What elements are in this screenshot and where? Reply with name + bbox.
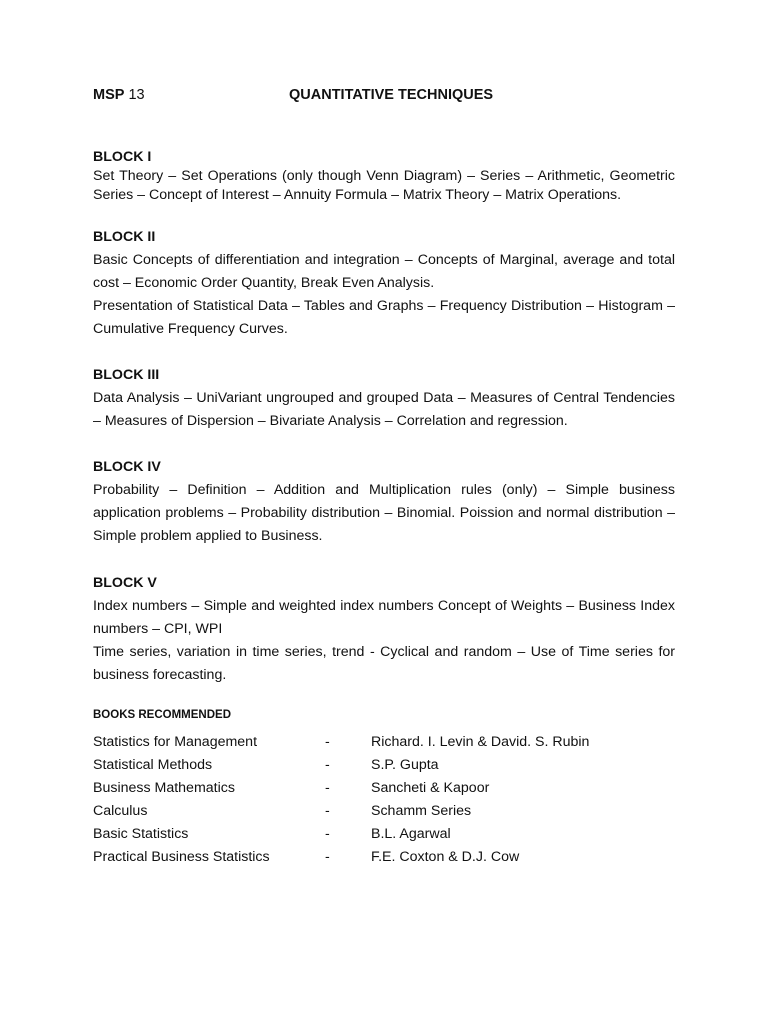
book-title: Practical Business Statistics <box>93 849 270 865</box>
block-1 <box>93 147 675 205</box>
course-code-number: 13 <box>124 87 145 103</box>
book-separator: - <box>325 757 330 773</box>
book-title: Statistics for Management <box>93 734 258 750</box>
book-author: S.P. Gupta <box>371 757 439 773</box>
book-separator: - <box>325 803 330 819</box>
block-paragraph: Basic Concepts of differentiation and integration – Concepts of Marginal, average and total cost – Economic Order Quantity, Break Even Analysis. <box>93 252 675 291</box>
book-row <box>93 754 675 777</box>
block-5 <box>93 573 675 687</box>
book-author: F.E. Coxton & D.J. Cow <box>371 849 520 865</box>
book-separator: - <box>325 780 330 796</box>
course-title: QUANTITATIVE TECHNIQUES <box>289 87 494 103</box>
block-heading: BLOCK II <box>93 229 156 245</box>
book-title: Statistical Methods <box>93 757 213 773</box>
block-paragraph: Data Analysis – UniVariant ungrouped and grouped Data – Measures of Central Tendencies – Measures of Dispersion – Bivariate Analysis – Correlation and regression. <box>93 390 675 429</box>
book-row <box>93 777 675 800</box>
block-heading: BLOCK III <box>93 367 160 383</box>
book-row <box>93 731 675 754</box>
books-table <box>93 731 675 869</box>
block-paragraph: Index numbers – Simple and weighted index numbers Concept of Weights – Business Index numbers – CPI, WPI <box>93 598 675 637</box>
block-paragraph: Probability – Definition – Addition and Multiplication rules (only) – Simple business application problems – Probability distribution – Binomial. Poission and normal distribution – Simple problem applied to Business. <box>93 482 675 544</box>
block-heading: BLOCK V <box>93 575 157 591</box>
book-title: Business Mathematics <box>93 780 235 796</box>
block-heading: BLOCK IV <box>93 459 161 475</box>
book-title: Calculus <box>93 803 148 819</box>
book-row <box>93 800 675 823</box>
book-separator: - <box>325 826 330 842</box>
course-code-prefix: MSP <box>93 87 125 103</box>
book-author: B.L. Agarwal <box>371 826 451 842</box>
block-paragraph: Time series, variation in time series, trend - Cyclical and random – Use of Time series for business forecasting. <box>93 644 675 683</box>
block-paragraph: Presentation of Statistical Data – Tables and Graphs – Frequency Distribution – Histogram – Cumulative Frequency Curves. <box>93 298 675 337</box>
course-header <box>93 87 675 107</box>
book-row <box>93 823 675 846</box>
book-author: Schamm Series <box>371 803 472 819</box>
block-2 <box>93 227 675 341</box>
books-heading: BOOKS RECOMMENDED <box>93 709 232 721</box>
block-heading: BLOCK I <box>93 149 152 165</box>
book-row <box>93 846 675 869</box>
book-separator: - <box>325 734 330 750</box>
course-code <box>93 87 145 103</box>
book-author: Sancheti & Kapoor <box>371 780 490 796</box>
block-4 <box>93 457 675 548</box>
book-author: Richard. I. Levin & David. S. Rubin <box>371 734 590 750</box>
block-paragraph: Set Theory – Set Operations (only though Venn Diagram) – Series – Arithmetic, Geometric Series – Concept of Interest – Annuity Formula – Matrix Theory – Matrix Operations. <box>93 168 675 203</box>
book-title: Basic Statistics <box>93 826 189 842</box>
block-3 <box>93 365 675 433</box>
book-separator: - <box>325 849 330 865</box>
